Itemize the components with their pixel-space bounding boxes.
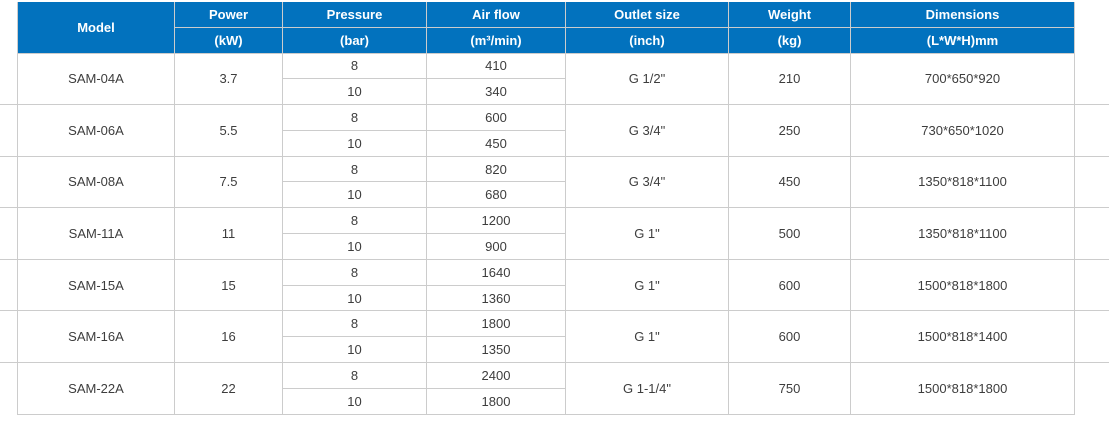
pressure-value: 10	[347, 393, 362, 409]
header-pressure-unit: (bar)	[340, 32, 369, 48]
airflow-value: 1350	[481, 342, 511, 358]
outlet-size-cell	[566, 208, 729, 259]
dimensions-cell	[851, 157, 1075, 208]
table-row	[0, 54, 1109, 106]
table-body	[0, 54, 1109, 415]
pressure-airflow-group	[283, 157, 566, 208]
power-cell	[175, 105, 283, 156]
airflow-cell	[427, 182, 566, 207]
power-value: 3.7	[219, 71, 238, 87]
airflow-cell	[427, 337, 566, 362]
model-cell	[17, 54, 175, 105]
pressure-value: 8	[350, 58, 359, 74]
airflow-value: 410	[485, 58, 507, 74]
model-cell	[17, 363, 175, 415]
sub-row	[283, 311, 566, 337]
power-value: 22	[221, 380, 236, 396]
sub-row	[283, 234, 566, 259]
weight-value: 450	[778, 174, 801, 190]
header-airflow-unit: (m³/min)	[470, 32, 522, 48]
header-outlet-size-unit: (inch)	[629, 32, 665, 48]
outlet-size-value: G 1-1/4"	[623, 380, 671, 396]
weight-value: 600	[778, 277, 801, 293]
sub-row	[283, 54, 566, 80]
left-margin	[0, 363, 17, 415]
left-margin	[0, 2, 17, 54]
sub-row	[283, 79, 566, 104]
right-margin	[1075, 363, 1109, 415]
outlet-size-value: G 1"	[634, 329, 660, 345]
model-value: SAM-16A	[68, 329, 124, 345]
pressure-airflow-group	[283, 363, 566, 415]
header-power-unit: (kW)	[214, 32, 243, 48]
weight-value: 750	[778, 380, 801, 396]
sub-row	[283, 182, 566, 207]
airflow-cell	[427, 286, 566, 311]
header-outlet-size	[566, 2, 729, 54]
left-margin	[0, 105, 17, 156]
pressure-value: 10	[347, 84, 362, 100]
model-value: SAM-15A	[68, 277, 124, 293]
model-value: SAM-04A	[68, 71, 124, 87]
pressure-value: 8	[350, 316, 359, 332]
weight-cell	[729, 157, 851, 208]
airflow-value: 680	[485, 187, 507, 203]
weight-cell	[729, 311, 851, 362]
pressure-cell	[283, 260, 427, 285]
header-power	[175, 2, 283, 54]
airflow-value: 820	[485, 161, 507, 177]
left-margin	[0, 311, 17, 362]
left-margin	[0, 260, 17, 311]
outlet-size-cell	[566, 363, 729, 415]
airflow-cell	[427, 208, 566, 233]
airflow-value: 900	[485, 238, 507, 254]
dimensions-value: 1500*818*1400	[917, 329, 1008, 345]
dimensions-cell	[851, 105, 1075, 156]
power-value: 16	[221, 329, 236, 345]
power-value: 15	[221, 277, 236, 293]
weight-value: 210	[778, 71, 801, 87]
table-row	[0, 260, 1109, 312]
pressure-airflow-group	[283, 105, 566, 156]
pressure-value: 10	[347, 238, 362, 254]
outlet-size-cell	[566, 54, 729, 105]
dimensions-value: 700*650*920	[924, 71, 1001, 87]
right-margin	[1075, 260, 1109, 311]
power-cell	[175, 157, 283, 208]
airflow-cell	[427, 131, 566, 156]
header-power-label: Power	[175, 2, 282, 28]
right-margin	[1075, 208, 1109, 259]
left-margin	[0, 54, 17, 105]
airflow-cell	[427, 105, 566, 130]
airflow-cell	[427, 79, 566, 104]
outlet-size-cell	[566, 311, 729, 362]
airflow-cell	[427, 389, 566, 414]
pressure-value: 8	[350, 264, 359, 280]
pressure-cell	[283, 208, 427, 233]
outlet-size-cell	[566, 260, 729, 311]
pressure-cell	[283, 182, 427, 207]
pressure-value: 10	[347, 187, 362, 203]
pressure-value: 8	[350, 367, 359, 383]
sub-row	[283, 286, 566, 311]
pressure-cell	[283, 105, 427, 130]
pressure-value: 8	[350, 213, 359, 229]
right-margin	[1075, 157, 1109, 208]
header-model: Model	[17, 2, 175, 54]
pressure-cell	[283, 389, 427, 414]
weight-cell	[729, 363, 851, 415]
table-row	[0, 157, 1109, 209]
header-dimensions-label: Dimensions	[851, 2, 1074, 28]
pressure-value: 10	[347, 135, 362, 151]
power-value: 11	[221, 226, 236, 242]
pressure-airflow-group	[283, 208, 566, 259]
pressure-cell	[283, 54, 427, 79]
dimensions-cell	[851, 208, 1075, 259]
weight-value: 500	[778, 226, 801, 242]
model-value: SAM-06A	[68, 122, 124, 138]
table-row	[0, 311, 1109, 363]
header-dimensions	[851, 2, 1075, 54]
header-weight-label: Weight	[729, 2, 850, 28]
dimensions-cell	[851, 311, 1075, 362]
airflow-cell	[427, 363, 566, 388]
power-cell	[175, 260, 283, 311]
airflow-cell	[427, 54, 566, 79]
airflow-value: 1640	[481, 264, 511, 280]
power-cell	[175, 208, 283, 259]
model-cell	[17, 105, 175, 156]
power-cell	[175, 363, 283, 415]
airflow-value: 1800	[481, 393, 511, 409]
pressure-cell	[283, 157, 427, 182]
airflow-cell	[427, 234, 566, 259]
model-value: SAM-11A	[68, 226, 124, 242]
left-margin	[0, 157, 17, 208]
table-header	[0, 2, 1109, 54]
model-value: SAM-22A	[68, 380, 124, 396]
header-weight-unit: (kg)	[777, 32, 802, 48]
outlet-size-value: G 1/2"	[628, 71, 666, 87]
header-airflow	[427, 2, 566, 54]
sub-row	[283, 389, 566, 414]
airflow-value: 1800	[481, 316, 511, 332]
pressure-airflow-group	[283, 54, 566, 105]
pressure-cell	[283, 363, 427, 388]
header-pressure	[283, 2, 427, 54]
left-margin	[0, 208, 17, 259]
pressure-cell	[283, 286, 427, 311]
right-margin	[1075, 105, 1109, 156]
airflow-value: 600	[485, 109, 507, 125]
model-cell	[17, 311, 175, 362]
sub-row	[283, 131, 566, 156]
outlet-size-cell	[566, 157, 729, 208]
dimensions-cell	[851, 260, 1075, 311]
model-cell	[17, 157, 175, 208]
table-row	[0, 363, 1109, 415]
dimensions-cell	[851, 363, 1075, 415]
right-margin	[1075, 54, 1109, 105]
header-outlet-size-label: Outlet size	[566, 2, 728, 28]
airflow-value: 1200	[481, 213, 511, 229]
pressure-value: 8	[350, 109, 359, 125]
sub-row	[283, 363, 566, 389]
dimensions-value: 730*650*1020	[921, 122, 1004, 138]
header-weight	[729, 2, 851, 54]
pressure-value: 10	[347, 342, 362, 358]
outlet-size-cell	[566, 105, 729, 156]
outlet-size-value: G 1"	[634, 277, 660, 293]
right-margin	[1075, 2, 1109, 54]
dimensions-cell	[851, 54, 1075, 105]
table-row	[0, 208, 1109, 260]
pressure-airflow-group	[283, 260, 566, 311]
outlet-size-value: G 1"	[634, 226, 660, 242]
model-cell	[17, 260, 175, 311]
airflow-cell	[427, 157, 566, 182]
sub-row	[283, 260, 566, 286]
dimensions-value: 1350*818*1100	[918, 226, 1007, 242]
weight-cell	[729, 105, 851, 156]
power-value: 5.5	[219, 122, 238, 138]
sub-row	[283, 105, 566, 131]
weight-cell	[729, 208, 851, 259]
airflow-cell	[427, 260, 566, 285]
weight-value: 250	[778, 122, 801, 138]
pressure-value: 8	[350, 161, 359, 177]
airflow-value: 2400	[481, 367, 511, 383]
dimensions-value: 1500*818*1800	[917, 277, 1008, 293]
sub-row	[283, 208, 566, 234]
model-cell	[17, 208, 175, 259]
weight-cell	[729, 54, 851, 105]
weight-value: 600	[778, 329, 801, 345]
weight-cell	[729, 260, 851, 311]
model-value: SAM-08A	[68, 174, 124, 190]
airflow-value: 340	[485, 84, 507, 100]
pressure-cell	[283, 337, 427, 362]
outlet-size-value: G 3/4"	[628, 122, 666, 138]
sub-row	[283, 337, 566, 362]
power-cell	[175, 54, 283, 105]
pressure-cell	[283, 311, 427, 336]
table-row	[0, 105, 1109, 157]
header-dimensions-unit: (L*W*H)mm	[926, 32, 999, 48]
dimensions-value: 1500*818*1800	[917, 380, 1008, 396]
sub-row	[283, 157, 566, 183]
header-airflow-label: Air flow	[427, 2, 565, 28]
pressure-value: 10	[347, 290, 362, 306]
pressure-cell	[283, 131, 427, 156]
header-pressure-label: Pressure	[283, 2, 426, 28]
right-margin	[1075, 311, 1109, 362]
pressure-cell	[283, 79, 427, 104]
power-cell	[175, 311, 283, 362]
power-value: 7.5	[219, 174, 238, 190]
airflow-cell	[427, 311, 566, 336]
airflow-value: 1360	[481, 290, 511, 306]
pressure-airflow-group	[283, 311, 566, 362]
dimensions-value: 1350*818*1100	[918, 174, 1007, 190]
outlet-size-value: G 3/4"	[628, 174, 666, 190]
airflow-value: 450	[485, 135, 507, 151]
pressure-cell	[283, 234, 427, 259]
